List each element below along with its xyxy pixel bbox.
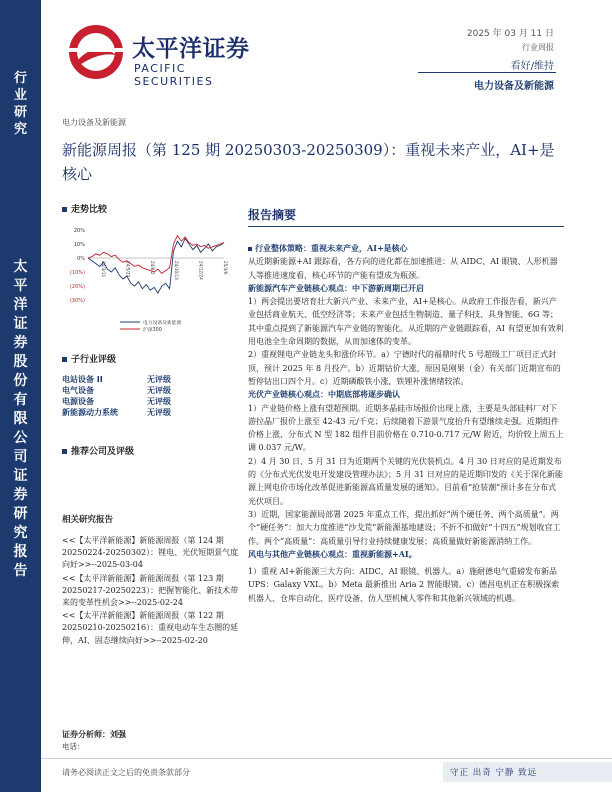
left-band — [0, 0, 41, 792]
analyst-name: 证券分析师：刘强 — [62, 730, 126, 739]
trend-heading: 走势比较 — [62, 202, 107, 215]
list-item[interactable]: <<【太平洋新能源】新能源周报（第 123 期 20250217-20250223）：把握智能化、新技术带来的变革性机会>>--2025-02-24 — [62, 573, 239, 608]
wind-point-1: 1）重视 AI+新能源三大方向：AIDC、AI 眼镜、机器人。a）施耐德电气重磅发布新品 UPS：Galaxy VXL。b）Meta 最新推出 Aria 2 智能眼镜。c）德昌电机正在积极探索机器人、仓库自动化、医疗设备、仿人型机械人零件和其他新兴领域的机遇。 — [248, 567, 560, 603]
y-tick-label: (20%) — [69, 284, 85, 290]
report-title: 新能源周报（第 125 期 20250303-20250309）：重视未来产业，AI+是核心 — [62, 141, 555, 183]
legend-label: 沪深300 — [143, 327, 162, 333]
x-tick-label: 24/8/2 — [149, 261, 155, 275]
recommend-heading: 推荐公司及评级 — [62, 444, 134, 457]
ev-point-2: 2）重视锂电产业链龙头和涨价环节。a）宁德时代的福鼎时代 5 号超级工厂项目正式封顶，预计 2025 年 8 月投产。b）近期钴价大涨，原因是刚果（金）有关部门近期宣布的暂停钴出口四个月。c）近期磷酸铁小涨，铁锂补涨情绪较浓。 — [248, 350, 561, 386]
table-row: 电气设备 无评级 — [62, 386, 171, 395]
footer-disclaimer: 请务必阅读正文之后的免责条款部分 — [62, 768, 190, 777]
x-tick-label: 24/10/13 — [174, 261, 180, 280]
trend-chart — [62, 222, 232, 342]
y-tick-label: 0% — [77, 256, 85, 262]
band-company: 太平洋证券股份有限公司证券研究报告 — [13, 259, 28, 579]
ev-heading: 新能源汽车产业链核心观点：中下游新周期已开启 — [248, 282, 424, 293]
y-tick-label: 10% — [73, 242, 85, 248]
pv-point-2: 2）4 月 30 日、5 月 31 日为近期两个关键的光伏装机点。4 月 30 日对应的是近期发布的《分布式光伏发电开发建设管理办法》；5 月 31 日对应的是近期印发的《关于深化新能源上网电价市场化改革促进新能源高质量发展的通知》。目前看“抢装潮”预计多在分布式光伏项目。 — [248, 456, 563, 506]
logo-mark-icon — [68, 20, 128, 84]
wind-heading: 风电与其他产业链核心观点：重视新能源+AI。 — [248, 548, 417, 559]
report-date: 2025 年 03 月 11 日 — [466, 29, 554, 39]
strategy-text: 从近期新能源+AI 跟踪看，各方向的进化都在加速推进：从 AIDC、AI 眼镜、人形机器人等推进速度看，核心环节的产能有望成为瓶颈。 — [248, 257, 558, 280]
y-tick-label: (30%) — [69, 298, 85, 304]
footer-motto: 守正 出奇 宁静 致远 — [450, 768, 538, 778]
pv-point-1: 1）产业链价格上涨有望超预期。近期多晶硅市场报价出现上涨，主要是头部硅料厂对下游拉晶厂报价上涨至 42-43 元/千克；后续随着下游景气度抬升有望继续走强。近期组件价格上涨，分布式 N 型 182 组件目前价格在 0.710-0.717 元/W 附近，均价较上周五上调 0.037 元/W。 — [248, 403, 564, 453]
list-item[interactable]: <<【太平洋新能源】新能源周报（第 122 期 20250210-20250216）：重视电动车生态圈的延伸，AI、固态继续向好>>--2025-02-20 — [62, 611, 239, 645]
square-bullet-icon — [62, 207, 67, 212]
legend-label: 电力设备及新能源 — [143, 320, 182, 326]
logo-text-cn: 太平洋证券 — [132, 36, 250, 62]
header-divider — [418, 72, 556, 73]
logo-text-en: PACIFIC SECURITIES — [134, 62, 214, 88]
summary-divider — [248, 226, 564, 227]
industry-rating: 看好/维持 — [510, 61, 554, 72]
x-tick-label: 24/5/22 — [125, 261, 131, 278]
x-tick-label: 25/3/6 — [223, 261, 228, 275]
sector-name: 电力设备及新能源 — [474, 81, 554, 92]
x-tick-label: 24/12/24 — [198, 261, 204, 280]
report-type: 行业周报 — [522, 43, 554, 52]
table-row: 电站设备 II 无评级 — [62, 375, 171, 384]
analyst-phone: 电话： — [62, 742, 85, 751]
square-bullet-icon — [62, 357, 67, 362]
table-row: 新能源动力系统 无评级 — [62, 408, 171, 417]
footer-divider — [41, 758, 612, 759]
sub-rating-heading: 子行业评级 — [62, 352, 116, 365]
summary-heading: 报告摘要 — [248, 208, 297, 222]
company-logo — [68, 20, 268, 88]
y-tick-label: (10%) — [69, 270, 85, 276]
pv-heading: 光伏产业链核心观点：中期底部将逐步确认 — [248, 389, 400, 400]
strategy-heading: 行业整体策略：重视未来产业，AI+是核心 — [248, 242, 564, 255]
sub-rating-table — [62, 374, 202, 429]
pv-point-3: 3）近期，国家能源局部署 2025 年重点工作，提出抓好“两个硬任务、两个高质量”。两个“硬任务”：加大力度推进“沙戈荒”新能源基地建设；不折不扣做好“十四五”规划收官工作。两个“高质量”：高质量引导行业持续健康发展；高质量做好新能源消纳工作。 — [248, 509, 561, 546]
list-item[interactable]: <<【太平洋新能源】新能源周报（第 124 期 20250224-20250302）：锂电、光伏短期景气度向好>>--2025-03-04 — [62, 536, 239, 570]
dot-bullet-icon — [248, 247, 252, 251]
band-category: 行业研究 — [13, 71, 27, 137]
table-row: 电源设备 无评级 — [62, 397, 171, 406]
x-tick-label: 24/3/11 — [101, 261, 106, 278]
related-list — [62, 535, 240, 648]
related-heading: 相关研究报告 — [62, 515, 114, 525]
square-bullet-icon — [62, 449, 67, 454]
summary-body — [248, 242, 564, 605]
ev-point-1: 1）两会提出要培育壮大新兴产业、未来产业，AI+是核心。从政府工作报告看，新兴产业包括商业航天、低空经济等；未来产业包括生物制造、量子科技、具身智能、6G 等；其中重点提到了新能源汽车产业链的智能化。从近期的产业链跟踪看，AI 有望更加有效利用电池全生命周期的数据，从而加速体的变革。 — [248, 297, 564, 347]
y-tick-label: 20% — [73, 228, 85, 234]
breadcrumb: 电力设备及新能源 — [62, 118, 126, 127]
